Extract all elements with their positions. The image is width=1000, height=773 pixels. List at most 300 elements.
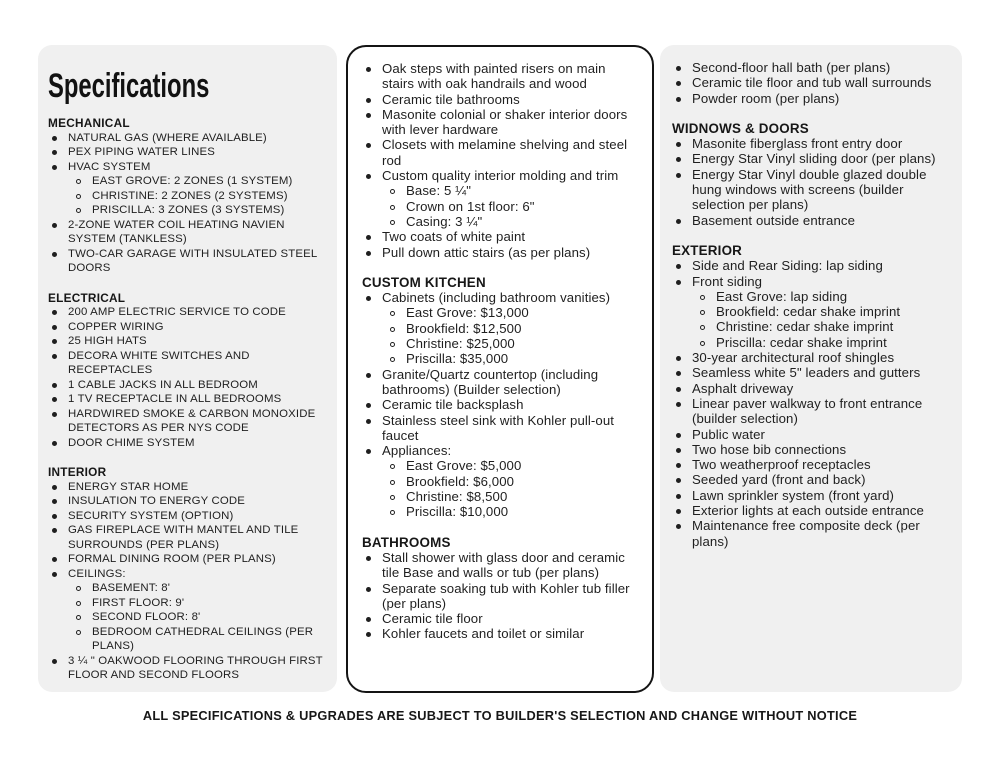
item-text: 2-ZONE WATER COIL HEATING NAVIEN SYSTEM (TANKLESS) — [68, 218, 285, 245]
item-text: CEILINGS: — [68, 567, 126, 580]
item-text: Stainless steel sink with Kohler pull-out faucet — [382, 412, 615, 443]
item-text: TWO-CAR GARAGE WITH INSULATED STEEL DOORS — [68, 247, 317, 274]
item-text: Oak steps with painted risers on main stairs with oak handrails and wood — [382, 61, 606, 92]
bullet-disc-icon — [52, 252, 57, 257]
panel-windows-doors-exterior — [660, 45, 962, 692]
item-text: FORMAL DINING ROOM (PER PLANS) — [68, 553, 276, 565]
item-text: Custom quality interior molding and trim — [382, 168, 619, 184]
bullet-wrap — [48, 552, 68, 562]
sub-item-text: BASEMENT: 8' — [92, 582, 171, 594]
bullet-wrap — [48, 654, 68, 664]
sub-item-text: Christine: $25,000 — [406, 336, 515, 352]
sub-item-text: Priscilla: $35,000 — [406, 351, 509, 367]
spec-section — [672, 60, 954, 106]
item-text: 200 AMP ELECTRIC SERVICE TO CODE — [68, 306, 286, 318]
page-title — [48, 67, 329, 103]
bullet-disc-icon — [52, 383, 57, 388]
item-text: Two coats of white paint — [382, 229, 526, 245]
bullet-wrap — [48, 480, 68, 490]
item-text: Powder room (per plans) — [692, 90, 840, 106]
sub-list-item — [72, 174, 329, 189]
sub-item-text: Crown on 1st floor: 6" — [406, 198, 535, 214]
bullet-wrap — [672, 151, 692, 162]
item-text: Masonite fiberglass front entry door — [692, 136, 903, 152]
sub-list-item — [696, 289, 954, 304]
bullet-circle-icon — [390, 510, 395, 515]
bullet-wrap — [362, 92, 382, 103]
bullet-circle-icon — [76, 615, 81, 620]
bullet-disc-icon — [676, 264, 681, 269]
bullet-disc-icon — [676, 157, 681, 162]
list-item — [672, 258, 954, 273]
item-text: GAS FIREPLACE WITH MANTEL AND TILE SURROUNDS (PER PLANS) — [68, 524, 299, 551]
sub-item-text: BEDROOM CATHEDRAL CEILINGS (PER PLANS) — [92, 625, 314, 652]
list-item — [672, 274, 954, 289]
list-item — [672, 151, 954, 166]
bullet-wrap — [72, 596, 92, 606]
section-heading: ELECTRICAL — [48, 290, 126, 305]
spec-section — [48, 291, 329, 451]
bullet-wrap — [672, 136, 692, 147]
list-item — [48, 552, 329, 567]
item-text: Front siding — [692, 273, 763, 289]
bullet-disc-icon — [676, 433, 681, 438]
list-item — [362, 413, 640, 444]
list-item — [48, 407, 329, 436]
bullet-wrap — [72, 189, 92, 199]
bullet-wrap — [672, 75, 692, 86]
bullet-wrap — [672, 274, 692, 285]
bullet-wrap — [72, 203, 92, 213]
spec-section — [48, 465, 329, 683]
bullet-wrap — [386, 199, 406, 210]
bullet-wrap — [362, 107, 382, 118]
bullet-wrap — [386, 336, 406, 347]
bullet-disc-icon — [52, 310, 57, 315]
sub-list-item — [72, 203, 329, 218]
bullet-disc-icon — [366, 113, 371, 118]
bullet-wrap — [48, 349, 68, 359]
bullet-disc-icon — [52, 441, 57, 446]
bullet-wrap — [672, 91, 692, 102]
bullet-disc-icon — [676, 387, 681, 392]
list-item — [48, 320, 329, 335]
bullet-disc-icon — [676, 280, 681, 285]
list-item — [48, 494, 329, 509]
bullet-wrap — [72, 610, 92, 620]
sub-list-item — [72, 596, 329, 611]
bullet-disc-icon — [52, 397, 57, 402]
sub-list-item — [696, 319, 954, 334]
list-item — [362, 626, 640, 641]
item-text: Seeded yard (front and back) — [692, 472, 866, 488]
bullet-wrap — [386, 458, 406, 469]
list-item — [672, 213, 954, 228]
bullet-wrap — [362, 229, 382, 240]
sub-list-item — [386, 336, 640, 351]
bullet-wrap — [48, 247, 68, 257]
item-text: Ceramic tile bathrooms — [382, 91, 520, 107]
list-item — [672, 350, 954, 365]
sub-item-text: CHRISTINE: 2 ZONES (2 SYSTEMS) — [92, 189, 288, 202]
list-item — [672, 518, 954, 549]
bullet-wrap — [48, 567, 68, 577]
bullet-disc-icon — [676, 66, 681, 71]
bullet-wrap — [672, 472, 692, 483]
bullet-disc-icon — [52, 514, 57, 519]
bullet-wrap — [362, 367, 382, 378]
spec-section — [48, 116, 329, 276]
bullet-circle-icon — [390, 495, 395, 500]
item-text: 1 CABLE JACKS IN ALL BEDROOM — [68, 378, 258, 391]
list-item — [362, 611, 640, 626]
bullet-wrap — [362, 443, 382, 454]
bullet-disc-icon — [366, 235, 371, 240]
bullet-circle-icon — [390, 220, 395, 225]
list-item — [48, 436, 329, 451]
item-text: INSULATION TO ENERGY CODE — [68, 495, 245, 507]
item-text: Pull down attic stairs (as per plans) — [382, 244, 591, 260]
bullet-wrap — [362, 550, 382, 561]
bullet-wrap — [362, 61, 382, 72]
bullet-wrap — [672, 258, 692, 269]
section-heading: INTERIOR — [48, 465, 107, 479]
bullet-wrap — [362, 290, 382, 301]
list-item — [362, 290, 640, 305]
bullet-circle-icon — [76, 601, 81, 606]
bullet-disc-icon — [676, 142, 681, 147]
list-item — [362, 92, 640, 107]
list-item — [672, 60, 954, 75]
sub-list-item — [386, 504, 640, 519]
sub-item-text: Christine: cedar shake imprint — [716, 319, 894, 335]
sub-list-item — [696, 304, 954, 319]
sub-list-item — [72, 189, 329, 204]
bullet-wrap — [48, 407, 68, 417]
bullet-disc-icon — [366, 373, 371, 378]
section-heading: WIDNOWS & DOORS — [672, 120, 809, 136]
bullet-wrap — [672, 518, 692, 529]
list-item — [672, 136, 954, 151]
list-item — [362, 397, 640, 412]
item-text: Lawn sprinkler system (front yard) — [692, 487, 895, 503]
list-item — [48, 349, 329, 378]
section-heading: CUSTOM KITCHEN — [362, 274, 486, 290]
sub-item-text: Brookfield: $6,000 — [406, 473, 515, 489]
list-item — [672, 167, 954, 213]
bullet-disc-icon — [52, 659, 57, 664]
bullet-wrap — [72, 174, 92, 184]
item-text: 30-year architectural roof shingles — [692, 350, 895, 366]
bullet-disc-icon — [366, 419, 371, 424]
bullet-wrap — [48, 218, 68, 228]
item-text: Linear paver walkway to front entrance (builder selection) — [692, 395, 923, 427]
item-text: Ceramic tile backsplash — [382, 397, 524, 413]
list-item — [48, 509, 329, 524]
list-item — [48, 378, 329, 393]
list-item — [48, 523, 329, 552]
list-item — [48, 247, 329, 276]
list-item — [48, 160, 329, 175]
bullet-wrap — [362, 245, 382, 256]
list-item — [48, 131, 329, 146]
bullet-circle-icon — [390, 480, 395, 485]
list-item — [672, 396, 954, 427]
footer-disclaimer: ALL SPECIFICATIONS & UPGRADES ARE SUBJECT TO BUILDER'S SELECTION AND CHANGE WITHOUT NOTICE — [142, 708, 858, 723]
panel-general-specs — [38, 45, 337, 692]
item-text: Ceramic tile floor — [382, 611, 483, 627]
bullet-disc-icon — [366, 174, 371, 179]
bullet-wrap — [672, 396, 692, 407]
bullet-wrap — [72, 625, 92, 635]
item-text: PEX PIPING WATER LINES — [68, 146, 215, 158]
sub-item-text: Casing: 3 ¼" — [406, 213, 483, 229]
bullet-disc-icon — [52, 339, 57, 344]
bullet-disc-icon — [366, 556, 371, 561]
bullet-disc-icon — [366, 617, 371, 622]
sub-list-item — [72, 625, 329, 654]
item-text: Ceramic tile floor and tub wall surrounds — [692, 75, 932, 91]
bullet-wrap — [48, 436, 68, 446]
bullet-wrap — [362, 581, 382, 592]
list-item — [672, 503, 954, 518]
bullet-circle-icon — [390, 357, 395, 362]
list-item — [672, 75, 954, 90]
sub-list-item — [386, 183, 640, 198]
sub-list-item — [386, 321, 640, 336]
spec-section — [672, 243, 954, 549]
sub-item-text: East Grove: $13,000 — [406, 305, 529, 321]
bullet-wrap — [672, 213, 692, 224]
bullet-wrap — [386, 474, 406, 485]
sub-item-text: Brookfield: cedar shake imprint — [716, 304, 901, 320]
sub-item-text: Base: 5 ¼" — [406, 183, 472, 199]
bullet-wrap — [386, 351, 406, 362]
list-item — [48, 567, 329, 582]
bullet-disc-icon — [676, 509, 681, 514]
item-text: Kohler faucets and toilet or similar — [382, 626, 585, 642]
bullet-disc-icon — [676, 356, 681, 361]
sub-list-item — [386, 351, 640, 366]
bullet-wrap — [362, 626, 382, 637]
bullet-wrap — [48, 392, 68, 402]
list-item — [672, 472, 954, 487]
item-text: Asphalt driveway — [692, 380, 794, 396]
bullet-wrap — [672, 167, 692, 178]
bullet-disc-icon — [52, 412, 57, 417]
bullet-disc-icon — [676, 173, 681, 178]
list-item — [362, 168, 640, 183]
sub-item-text: Christine: $8,500 — [406, 489, 508, 505]
sub-item-text: Brookfield: $12,500 — [406, 320, 522, 336]
bullet-circle-icon — [390, 311, 395, 316]
page-title-text: Specifications — [48, 67, 210, 105]
bullet-disc-icon — [366, 143, 371, 148]
bullet-wrap — [386, 305, 406, 316]
bullet-wrap — [48, 160, 68, 170]
bullet-wrap — [48, 509, 68, 519]
list-item — [672, 442, 954, 457]
bullet-circle-icon — [76, 194, 81, 199]
item-text: ENERGY STAR HOME — [68, 480, 189, 493]
sub-list-item — [386, 458, 640, 473]
bullet-disc-icon — [676, 219, 681, 224]
item-text: Seamless white 5" leaders and gutters — [692, 365, 921, 381]
bullet-circle-icon — [390, 327, 395, 332]
bullet-wrap — [362, 413, 382, 424]
bullet-wrap — [672, 442, 692, 453]
list-item — [672, 365, 954, 380]
bullet-disc-icon — [52, 354, 57, 359]
sub-item-text: East Grove: $5,000 — [406, 458, 522, 474]
list-item — [672, 457, 954, 472]
list-item — [362, 245, 640, 260]
list-item — [362, 550, 640, 581]
bullet-wrap — [386, 321, 406, 332]
bullet-wrap — [48, 334, 68, 344]
bullet-disc-icon — [676, 448, 681, 453]
section-heading: MECHANICAL — [48, 116, 130, 130]
sub-item-text: Priscilla: cedar shake imprint — [716, 334, 887, 350]
bullet-wrap — [672, 503, 692, 514]
list-item — [48, 480, 329, 495]
item-text: Separate soaking tub with Kohler tub filler (per plans) — [382, 580, 630, 611]
bullet-disc-icon — [366, 296, 371, 301]
list-item — [362, 367, 640, 398]
bullet-disc-icon — [676, 478, 681, 483]
bullet-wrap — [48, 131, 68, 141]
item-text: DECORA WHITE SWITCHES AND RECEPTACLES — [68, 349, 250, 376]
bullet-wrap — [48, 378, 68, 388]
bullet-wrap — [696, 335, 716, 346]
bullet-disc-icon — [366, 98, 371, 103]
item-text: Energy Star Vinyl sliding door (per plans) — [692, 151, 936, 167]
bullet-wrap — [72, 581, 92, 591]
bullet-wrap — [672, 457, 692, 468]
item-text: Two hose bib connections — [692, 441, 847, 457]
bullet-disc-icon — [676, 463, 681, 468]
sub-list-item — [386, 489, 640, 504]
bullet-circle-icon — [700, 310, 705, 315]
bullet-disc-icon — [676, 371, 681, 376]
bullet-circle-icon — [700, 295, 705, 300]
bullet-wrap — [672, 381, 692, 392]
spec-section — [362, 275, 640, 520]
item-text: COPPER WIRING — [68, 320, 164, 333]
spec-section — [362, 535, 640, 642]
item-text: Masonite colonial or shaker interior doors with lever hardware — [382, 106, 628, 138]
item-text: Appliances: — [382, 443, 452, 459]
bullet-disc-icon — [676, 81, 681, 86]
item-text: Exterior lights at each outside entrance — [692, 503, 924, 519]
item-text: 1 TV RECEPTACLE IN ALL BEDROOMS — [68, 393, 282, 405]
bullet-wrap — [48, 494, 68, 504]
item-text: 3 ¼ " OAKWOOD FLOORING THROUGH FIRST FLOOR AND SECOND FLOORS — [68, 654, 323, 681]
bullet-circle-icon — [390, 342, 395, 347]
sub-list-item — [386, 199, 640, 214]
sub-item-text: PRISCILLA: 3 ZONES (3 SYSTEMS) — [92, 204, 285, 216]
bullet-circle-icon — [390, 205, 395, 210]
bullet-disc-icon — [52, 223, 57, 228]
list-item — [672, 91, 954, 106]
bullet-disc-icon — [676, 494, 681, 499]
bullet-wrap — [386, 504, 406, 515]
bullet-disc-icon — [52, 485, 57, 490]
bullet-wrap — [386, 214, 406, 225]
list-item — [48, 392, 329, 407]
list-item — [48, 145, 329, 160]
sub-list-item — [72, 610, 329, 625]
bullet-wrap — [48, 145, 68, 155]
sub-item-text: FIRST FLOOR: 9' — [92, 596, 185, 609]
bullet-disc-icon — [366, 587, 371, 592]
list-item — [48, 305, 329, 320]
sub-list-item — [386, 214, 640, 229]
bullet-wrap — [362, 611, 382, 622]
bullet-disc-icon — [52, 165, 57, 170]
bullet-circle-icon — [700, 341, 705, 346]
bullet-disc-icon — [52, 557, 57, 562]
item-text: DOOR CHIME SYSTEM — [68, 436, 195, 449]
list-item — [48, 334, 329, 349]
bullet-wrap — [362, 168, 382, 179]
item-text: Cabinets (including bathroom vanities) — [382, 290, 611, 306]
panel-interior-kitchen-bath — [346, 45, 654, 693]
bullet-disc-icon — [676, 97, 681, 102]
bullet-wrap — [672, 60, 692, 71]
bullet-circle-icon — [390, 464, 395, 469]
section-heading: EXTERIOR — [672, 242, 743, 258]
bullet-circle-icon — [76, 208, 81, 213]
bullet-wrap — [672, 488, 692, 499]
item-text: NATURAL GAS (WHERE AVAILABLE) — [68, 131, 267, 144]
bullet-disc-icon — [366, 403, 371, 408]
bullet-disc-icon — [676, 524, 681, 529]
list-item — [362, 107, 640, 138]
sub-list-item — [696, 335, 954, 350]
list-item — [48, 654, 329, 683]
bullet-wrap — [696, 319, 716, 330]
sub-list-item — [72, 581, 329, 596]
item-text: HVAC SYSTEM — [68, 160, 151, 173]
item-text: Granite/Quartz countertop (including bathrooms) (Builder selection) — [382, 366, 599, 397]
sub-item-text: East Grove: lap siding — [716, 288, 848, 304]
item-text: Basement outside entrance — [692, 212, 856, 228]
item-text: Maintenance free composite deck (per plans) — [692, 518, 920, 549]
bullet-circle-icon — [76, 586, 81, 591]
bullet-wrap — [362, 137, 382, 148]
item-text: Stall shower with glass door and ceramic tile Base and walls or tub (per plans) — [382, 549, 625, 581]
list-item — [672, 488, 954, 503]
list-item — [362, 581, 640, 612]
section-heading: BATHROOMS — [362, 534, 451, 550]
item-text: HARDWIRED SMOKE & CARBON MONOXIDE DETECTORS AS PER NYS CODE — [68, 407, 316, 434]
bullet-wrap — [672, 350, 692, 361]
bullet-disc-icon — [366, 632, 371, 637]
list-item — [362, 229, 640, 244]
bullet-disc-icon — [366, 449, 371, 454]
bullet-circle-icon — [700, 325, 705, 330]
bullet-disc-icon — [52, 150, 57, 155]
bullet-wrap — [362, 397, 382, 408]
bullet-wrap — [672, 365, 692, 376]
bullet-circle-icon — [76, 179, 81, 184]
bullet-circle-icon — [76, 630, 81, 635]
list-item — [362, 61, 640, 92]
list-item — [672, 381, 954, 396]
item-text: Second-floor hall bath (per plans) — [692, 60, 891, 75]
sub-item-text: EAST GROVE: 2 ZONES (1 SYSTEM) — [92, 175, 293, 187]
